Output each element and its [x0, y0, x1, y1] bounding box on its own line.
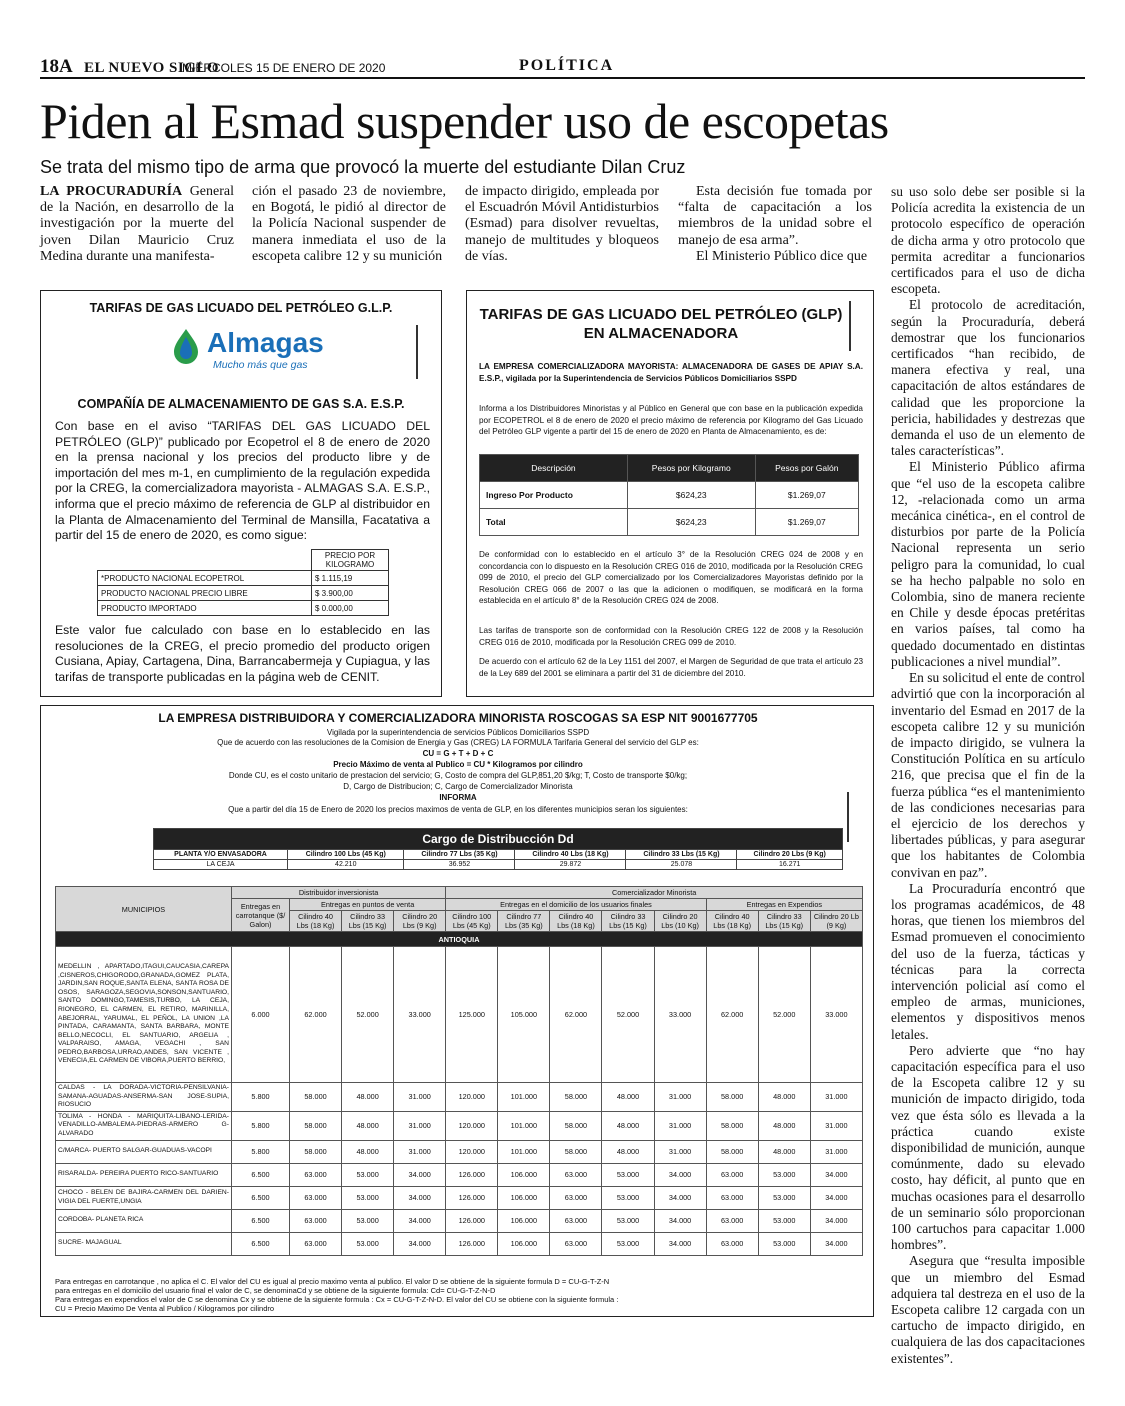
price-cell: 53.000	[602, 1232, 654, 1255]
table-cell: Total	[480, 509, 628, 536]
price-cell: 48.000	[342, 1140, 394, 1163]
price-cell: 31.000	[394, 1111, 446, 1140]
table-header: Cilindro 20 Lb (9 Kg)	[810, 911, 862, 932]
almagas-tagline: Mucho más que gas	[213, 359, 308, 371]
price-cell: 62.000	[706, 947, 758, 1083]
header-rule	[40, 77, 1085, 79]
article-paragraph: La Procuraduría encontró que los programas académicos, de 48 horas, que tienen los miembros del Esmad promueven el conocimiento del uso de la fuerza, tácticas y técnicas para la correcta intervención policial así como el empleo de armas, municiones, elementos y dispositivos menos letales.	[891, 880, 1085, 1042]
price-cell: 126.000	[446, 1163, 498, 1186]
price-cell: 5.800	[232, 1111, 290, 1140]
price-cell: 6.500	[232, 1232, 290, 1255]
table-header: Cilindro 20 Lbs (10 Kg)	[654, 911, 706, 932]
price-cell: 63.000	[550, 1163, 602, 1186]
article-column-5	[891, 184, 1085, 1367]
article-column-2	[252, 184, 446, 265]
table-header: Entregas en puntos de venta	[290, 899, 446, 911]
price-cell: 53.000	[602, 1209, 654, 1232]
price-cell: 31.000	[810, 1140, 862, 1163]
price-cell: 58.000	[290, 1083, 342, 1112]
table-row	[56, 1186, 863, 1209]
price-cell: 48.000	[758, 1140, 810, 1163]
price-cell: 6.500	[232, 1209, 290, 1232]
almagas-ad	[40, 290, 442, 697]
price-cell: 34.000	[810, 1232, 862, 1255]
apiay-ad	[466, 290, 874, 697]
table-header: Entregas en el domicilio de los usuarios finales	[446, 899, 706, 911]
almagas-body-paragraph: Con base en el aviso “TARIFAS DEL GAS LICUADO DEL PETRÓLEO (GLP)” publicado por Ecopetrol el 8 de enero de 2020 en la prensa nacional y los precios del producto libre y de importación del mes m-1, en cumplimiento de la regulación expedida por la CREG, la comercializadora mayorista - ALMAGAS S.A. E.S.P., informa que el precio máximo de referencia de GLP al distribuidor en la Planta de Almacenamiento del Terminal de Mansilla, Facatativa a partir del 15 de enero de 2020, es como sigue:	[55, 419, 430, 543]
almagas-note: Este valor fue calculado con base en lo establecido en las resoluciones de la CREG, el precio promedio del producto origen Cusiana, Apiay, Cartagena, Dina, Barrancabermeja y Cupiagua, y las tarifas de transporte publicadas en la página web de CENIT.	[55, 623, 430, 684]
price-cell: 126.000	[446, 1232, 498, 1255]
municipios-cell: CORDOBA- PLANETA RICA	[56, 1209, 232, 1232]
price-cell: 58.000	[290, 1111, 342, 1140]
roscogas-note: Para entregas en expendios el valor de C se denomina Cx y se obtiene de la siguiente formula : Cx = CU-G-T-Z-N-D. El valor del CU se obtiene con la siguiente formula :	[55, 1295, 619, 1304]
table-row	[56, 1209, 863, 1232]
municipios-price-table	[55, 886, 863, 1256]
table-cell: 25.078	[626, 860, 737, 870]
price-cell: 58.000	[706, 1083, 758, 1112]
table-cell: $624,23	[627, 509, 755, 536]
municipios-cell: SUCRE- MAJAGUAL	[56, 1232, 232, 1255]
table-header: PRECIO POR KILOGRAMO	[312, 550, 389, 571]
price-cell: 63.000	[290, 1163, 342, 1186]
price-cell: 31.000	[654, 1111, 706, 1140]
roscogas-line: Que a partir del día 15 de Enero de 2020 los precios maximos de venta de GLP, en los diferentes municipios seran los siguientes:	[228, 805, 688, 814]
region-label: ANTIOQUIA	[56, 932, 863, 947]
price-cell: 48.000	[602, 1083, 654, 1112]
table-row	[480, 482, 859, 509]
table-cell: PRODUCTO NACIONAL PRECIO LIBRE	[98, 586, 312, 601]
price-cell: 34.000	[394, 1163, 446, 1186]
price-cell: 52.000	[602, 947, 654, 1083]
table-header: Cilindro 40 Lbs (18 Kg)	[515, 850, 626, 860]
table-header: Cilindro 40 Lbs (18 Kg)	[550, 911, 602, 932]
apiay-intro: LA EMPRESA COMERCIALIZADORA MAYORISTA: ALMACENADORA DE GASES DE APIAY S.A. E.S.P., vigilada por la Superintendencia de Servicios Públicos Domiciliarios SSPD	[479, 362, 863, 383]
table-row	[98, 586, 389, 601]
price-cell: 53.000	[342, 1186, 394, 1209]
table-cell: LA CEJA	[154, 860, 288, 870]
price-cell: 34.000	[810, 1186, 862, 1209]
price-cell: 31.000	[810, 1083, 862, 1112]
price-cell: 106.000	[498, 1232, 550, 1255]
price-cell: 106.000	[498, 1209, 550, 1232]
apiay-paragraph: De acuerdo con el artículo 62 de la Ley 1151 del 2007, el Margen de Seguridad de que trata el artículo 23 de la Ley 689 del 2001 se eliminara a partir del 31 de diciembre del 2010.	[479, 657, 863, 678]
price-cell: 53.000	[758, 1209, 810, 1232]
municipios-cell: CALDAS - LA DORADA-VICTORIA-PENSILVANIA-SAMANA-AGUADAS-ANSERMA-SAN JOSE-SUPIA, RIOSUCIO	[56, 1083, 232, 1112]
table-header: Cilindro 33 Lbs (15 Kg)	[342, 911, 394, 932]
price-cell: 31.000	[394, 1140, 446, 1163]
roscogas-note: para entregas en el domicilio del usuario final el valor de C, se denominaCd y se obtiene de la siguiente formula: Cd= CU-G-T-Z-N-D	[55, 1286, 496, 1295]
price-cell: 58.000	[290, 1140, 342, 1163]
article-paragraph: su uso solo debe ser posible si la Policía acredita la existencia de un protocolo específico de operación de dicha arma y otro protocolo que permita acreditar a funcionarios certificados para el uso de dicha escopeta.	[891, 184, 1085, 297]
price-cell: 5.800	[232, 1140, 290, 1163]
headline: Piden al Esmad suspender uso de escopetas	[40, 93, 889, 149]
almagas-ad-title: TARIFAS DE GAS LICUADO DEL PETRÓLEO G.L.P.	[89, 301, 393, 315]
almagas-body-text	[55, 419, 430, 544]
table-header: Pesos por Galón	[755, 455, 858, 482]
article-paragraph: En su solicitud el ente de control advirtió que con la incorporación al inventario del Esmad en 2017 de la escopeta calibre 12 y su munición de impacto dirigido, se vulnera la Constitución Política en su artículo 216, que precisa que el fin de la fuerza pública “es el mantenimiento de las condiciones necesarias para el ejercicio de los derechos y libertades públicas, y para asegurar que los habitantes de Colombia convivan en paz”.	[891, 670, 1085, 880]
article-paragraph: Asegura que “resulta imposible que un miembro del Esmad adquiera tal destreza en el uso de la Escopeta calibre 12 cargada con un cartucho de impacto dirigido, en cualquiera de las dos capacitaciones existentes”.	[891, 1253, 1085, 1366]
price-cell: 33.000	[654, 947, 706, 1083]
price-cell: 63.000	[706, 1232, 758, 1255]
price-cell: 52.000	[342, 947, 394, 1083]
roscogas-line: Que de acuerdo con las resoluciones de la Comision de Energia y Gas (CREG) LA FORMULA Tarifaria General del servicio del GLP es:	[217, 738, 699, 747]
price-cell: 53.000	[758, 1163, 810, 1186]
table-header: Cilindro 20 Lbs (9 Kg)	[394, 911, 446, 932]
table-header: Cilindro 40 Lbs (18 Kg)	[290, 911, 342, 932]
table-header: Cilindro 77 Lbs (35 Kg)	[498, 911, 550, 932]
price-cell: 63.000	[706, 1163, 758, 1186]
price-cell: 58.000	[550, 1083, 602, 1112]
price-cell: 34.000	[810, 1163, 862, 1186]
price-cell: 33.000	[394, 947, 446, 1083]
table-header: Cilindro 33 Lbs (15 Kg)	[602, 911, 654, 932]
table-header: Cilindro 77 Lbs (35 Kg)	[404, 850, 515, 860]
table-cell: Ingreso Por Producto	[480, 482, 628, 509]
table-header: MUNICIPIOS	[56, 887, 232, 932]
almagas-company-name: COMPAÑÍA DE ALMACENAMIENTO DE GAS S.A. E.S.P.	[77, 397, 405, 411]
table-row	[56, 1163, 863, 1186]
price-cell: 34.000	[810, 1209, 862, 1232]
cargo-distribucion-table	[153, 828, 843, 870]
table-header: Descripción	[480, 455, 628, 482]
gas-drop-icon	[171, 327, 201, 365]
price-cell: 58.000	[550, 1140, 602, 1163]
article-paragraph: El Ministerio Público dice que	[696, 248, 868, 264]
price-cell: 101.000	[498, 1111, 550, 1140]
price-cell: 58.000	[550, 1111, 602, 1140]
almagas-logo	[171, 323, 324, 377]
table-header: PLANTA Y/O ENVASADORA	[154, 850, 288, 860]
table-row	[56, 1232, 863, 1255]
price-cell: 34.000	[394, 1232, 446, 1255]
table-banner: Cargo de Distribucción Dd	[154, 829, 843, 850]
price-cell: 63.000	[290, 1186, 342, 1209]
price-cell: 6.500	[232, 1186, 290, 1209]
price-cell: 48.000	[758, 1111, 810, 1140]
price-cell: 106.000	[498, 1163, 550, 1186]
article-column-1	[40, 184, 234, 265]
table-cell: $ 1.115,19	[312, 571, 389, 586]
price-cell: 53.000	[342, 1209, 394, 1232]
article-text: de impacto dirigido, empleada por el Escuadrón Móvil Antidisturbios (Esmad) para disolver revueltas, manejo de multitudes y bloqueos de vías.	[465, 184, 659, 264]
table-header: Cilindro 100 Lbs (45 Kg)	[288, 850, 404, 860]
table-cell: PRODUCTO IMPORTADO	[98, 601, 312, 616]
table-row	[56, 1083, 863, 1112]
price-cell: 31.000	[654, 1140, 706, 1163]
municipios-cell: RISARALDA- PEREIRA PUERTO RICO-SANTUARIO	[56, 1163, 232, 1186]
price-cell: 125.000	[446, 947, 498, 1083]
price-cell: 34.000	[654, 1209, 706, 1232]
section-name: POLÍTICA	[519, 57, 615, 74]
price-cell: 63.000	[550, 1186, 602, 1209]
sspd-seal-icon	[849, 301, 863, 351]
apiay-title-line: TARIFAS DE GAS LICUADO DEL PETRÓLEO (GLP)	[479, 306, 843, 323]
price-cell: 101.000	[498, 1140, 550, 1163]
roscogas-ad	[40, 705, 874, 1317]
article-paragraph: El Ministerio Público afirma que “el uso de la escopeta calibre 12, -relacionada como un arma mecánica cinética-, en el control de disturbios por parte de la Policía Nacional representa un serio peligro para la comunidad, lo cual se ha hecho palpable no solo en Colombia, sino de manera reciente en Chile y desde épocas pretéritas en varios países, tal como ha quedado documentado en distintas publicaciones a nivel mundial”.	[891, 459, 1085, 669]
table-cell: *PRODUCTO NACIONAL ECOPETROL	[98, 571, 312, 586]
price-cell: 62.000	[550, 947, 602, 1083]
apiay-info: Informa a los Distribuidores Minoristas y al Público en General que con base en la publicación expedida por ECOPETROL el 8 de enero de 2020 el precio máximo de referencia por Kilogramo del Gas Licuado del Petróleo GLP vigente a partir del 15 de enero de 2020 en Planta de Almacenamiento, es de:	[479, 404, 863, 437]
newspaper-name: EL NUEVO SIGLO	[84, 60, 220, 76]
price-cell: 53.000	[342, 1163, 394, 1186]
price-cell: 58.000	[706, 1140, 758, 1163]
table-cell: 42.210	[288, 860, 404, 870]
price-cell: 48.000	[342, 1111, 394, 1140]
supervigilancia-seal-icon	[416, 325, 430, 379]
price-cell: 31.000	[654, 1083, 706, 1112]
price-cell: 34.000	[394, 1209, 446, 1232]
table-cell: 16.271	[737, 860, 843, 870]
apiay-title-line: EN ALMACENADORA	[583, 325, 739, 342]
price-cell: 63.000	[550, 1209, 602, 1232]
price-cell: 120.000	[446, 1111, 498, 1140]
price-cell: 34.000	[394, 1186, 446, 1209]
table-header: Comercializador Minorista	[446, 887, 863, 899]
article-text: ción el pasado 23 de noviembre, en Bogotá, le pidió al director de la Policía Nacional suspender de manera inmediata el uso de la escopeta calibre 12 y su munición	[252, 184, 446, 264]
price-cell: 53.000	[602, 1186, 654, 1209]
table-cell: $1.269,07	[755, 482, 858, 509]
table-cell: $ 0.000,00	[312, 601, 389, 616]
article-column-3	[465, 184, 659, 265]
price-cell: 48.000	[342, 1083, 394, 1112]
price-cell: 106.000	[498, 1186, 550, 1209]
municipios-cell: CHOCO - BELEN DE BAJIRA-CARMEN DEL DARIEN-VIGIA DEL FUERTE,UNGIA	[56, 1186, 232, 1209]
municipios-cell: TOLIMA - HONDA - MARIQUITA-LIBANO-LERIDA-VENADILLO-AMBALEMA-PIEDRAS-ARMERO G-ALVARADO	[56, 1111, 232, 1140]
price-cell: 52.000	[758, 947, 810, 1083]
table-row	[56, 1111, 863, 1140]
table-cell: $1.269,07	[755, 509, 858, 536]
sspd-seal-icon	[847, 792, 861, 842]
price-cell: 34.000	[654, 1163, 706, 1186]
subheadline: Se trata del mismo tipo de arma que provocó la muerte del estudiante Dilan Cruz	[40, 157, 686, 177]
table-header: Entregas en carrotanque ($/ Galon)	[232, 899, 290, 932]
table-row	[56, 1140, 863, 1163]
almagas-brand: Almagas	[207, 327, 324, 358]
table-header: Entregas en Expendios	[706, 899, 862, 911]
table-cell: $ 3.900,00	[312, 586, 389, 601]
table-row	[98, 571, 389, 586]
table-header: Cilindro 40 Lbs (18 Kg)	[706, 911, 758, 932]
roscogas-line: Vigilada por la superintendencia de servicios Públicos Domiciliarios SSPD	[326, 728, 590, 737]
price-cell: 63.000	[706, 1186, 758, 1209]
table-header: Cilindro 33 Lbs (15 Kg)	[758, 911, 810, 932]
lead-caps: LA PROCURADURÍA	[40, 184, 183, 199]
region-row	[56, 932, 863, 947]
table-cell: 29.872	[515, 860, 626, 870]
table-row	[154, 860, 843, 870]
price-cell: 126.000	[446, 1209, 498, 1232]
apiay-paragraph: De conformidad con lo establecido en el artículo 3° de la Resolución CREG 024 de 2008 y en concordancia con lo dispuesto en la Resolución CREG 016 de 2010, modificada por la Resolución CREG 099 de 2010, el precio del GLP comercializado por los Comercializadores Mayoristas definido por la Resolución CREG 066 de 2007 o las que la adicionen o modifiquen, se modificará en la forma establecida en el artículo 8° de la Resolución CREG 024 de 2008.	[479, 550, 863, 606]
roscogas-line: INFORMA	[439, 793, 477, 802]
price-cell: 120.000	[446, 1083, 498, 1112]
roscogas-ad-title: LA EMPRESA DISTRIBUIDORA Y COMERCIALIZADORA MINORISTA ROSCOGAS SA ESP NIT 9001677705	[158, 711, 758, 725]
article-text: General de la Nación, en desarrollo de la investigación por la muerte del joven Dilan Mauricio Cruz Medina durante una manifesta-	[40, 184, 234, 264]
table-header: Pesos por Kilogramo	[627, 455, 755, 482]
price-cell: 105.000	[498, 947, 550, 1083]
almagas-price-table	[97, 549, 389, 616]
roscogas-note: CU = Precio Maximo De Venta al Publico / Kilogramos por cilindro	[55, 1304, 275, 1313]
price-cell: 126.000	[446, 1186, 498, 1209]
table-row	[480, 509, 859, 536]
price-cell: 53.000	[602, 1163, 654, 1186]
table-row	[98, 601, 389, 616]
table-row	[56, 947, 863, 1083]
table-header: Cilindro 20 Lbs (9 Kg)	[737, 850, 843, 860]
price-cell: 63.000	[706, 1209, 758, 1232]
roscogas-line: D, Cargo de Distribucion; C, Cargo de Comercializador Minorista	[343, 782, 573, 791]
table-cell: $624,23	[627, 482, 755, 509]
article-paragraph: Pero advierte que “no hay capacitación específica para el uso de la Escopeta calibre 12 y su munición de impacto dirigido, toda vez que ésta sólo es llevada a la práctica cuando existe disponibilidad de munición, aunque comúnmente, dado su elevado costo, hay déficit, al punto que en muchas ocasiones para el desarrollo de un seminario sólo proporcionan 100 cartuchos para capacitar 1.000 hombres”.	[891, 1042, 1085, 1253]
article-column-4	[678, 184, 872, 265]
price-cell: 31.000	[810, 1111, 862, 1140]
price-cell: 101.000	[498, 1083, 550, 1112]
article-paragraph: Esta decisión fue tomada por “falta de capacitación a los miembros de la unidad sobre el manejo de esa arma”.	[678, 184, 872, 248]
price-cell: 48.000	[602, 1111, 654, 1140]
price-cell: 6.000	[232, 947, 290, 1083]
price-cell: 48.000	[602, 1140, 654, 1163]
price-cell: 53.000	[342, 1232, 394, 1255]
apiay-ad-title	[467, 305, 855, 343]
roscogas-line: Precio Máximo de venta al Publico = CU * Kilogramos por cilindro	[333, 760, 583, 769]
issue-date: MIÉRCOLES 15 DE ENERO DE 2020	[182, 61, 386, 75]
price-cell: 63.000	[290, 1232, 342, 1255]
price-cell: 5.800	[232, 1083, 290, 1112]
municipios-cell: C/MARCA- PUERTO SALGAR-GUADUAS-VACOPI	[56, 1140, 232, 1163]
price-cell: 120.000	[446, 1140, 498, 1163]
price-cell: 58.000	[706, 1111, 758, 1140]
roscogas-line: Donde CU, es el costo unitario de prestacion del servicio; G, Costo de compra del GLP,851,20 $/kg; T, Costo de transporte $0/kg;	[228, 771, 688, 780]
apiay-price-table	[479, 454, 859, 536]
price-cell: 34.000	[654, 1186, 706, 1209]
price-cell: 62.000	[290, 947, 342, 1083]
price-cell: 34.000	[654, 1232, 706, 1255]
price-cell: 33.000	[810, 947, 862, 1083]
article-paragraph: El protocolo de acreditación, según la Procuraduría, deberá demostrar que los funcionarios certificados “han recibido, de manera efectiva y real, una capacitación de altos estándares de calidad que les proporcione la pericia, habilidades y destrezas que demanda el uso de un elemento de tales características”.	[891, 297, 1085, 459]
municipios-cell: MEDELLIN , APARTADO,ITAGUI,CAUCASIA,CAREPA ,CISNEROS,CHIGORODO,GRANADA,GOMEZ PLATA, JARDIN,SAN ROQUE,SANTA ELENA, SANTA ROSA DE OSOS, SARAGOZA,SEGOVIA,SONSON,SANTUARIO, SANTO DOMINGO,TAMESIS,TURBO, LA CEJA, RIONEGRO, EL CARMEN, EL RETIRO, MARINILLA, ABEJORRAL, YARUMAL, EL PEÑOL, LA UNION ,LA PINTADA, CARAMANTA, SANTA BARBARA, MONTE BELLO,NECOCLI, EL SANTUARIO, ARGELIA , VALPARAISO, AMAGA, VEGACHI , SAN PEDRO,BARBOSA,URRAO,ANDES, SAN VICENTE , VENECIA,EL CARMEN DE VIBORA,PUERTO BERRIO,	[56, 947, 232, 1083]
price-cell: 48.000	[758, 1083, 810, 1112]
table-header: Cilindro 100 Lbs (45 Kg)	[446, 911, 498, 932]
price-cell: 63.000	[290, 1209, 342, 1232]
table-header: Distribuidor inversionista	[232, 887, 446, 899]
roscogas-note: Para entregas en carrotanque , no aplica el C. El valor del CU es igual al precio maximo venta al publico. El valor D se obtiene de la siguiente formula D = CU-G-T-Z-N	[55, 1277, 610, 1286]
apiay-paragraph: Las tarifas de transporte son de conformidad con la Resolución CREG 122 de 2008 y la Resolución CREG 016 de 2010, modificada por la Resolución CREG 099 de 2010.	[479, 626, 863, 647]
price-cell: 6.500	[232, 1163, 290, 1186]
roscogas-formula: CU = G + T + D + C	[422, 749, 494, 758]
table-header: Cilindro 33 Lbs (15 Kg)	[626, 850, 737, 860]
price-cell: 31.000	[394, 1083, 446, 1112]
price-cell: 63.000	[550, 1232, 602, 1255]
page-folio: 18A	[40, 56, 73, 77]
table-cell: 36.952	[404, 860, 515, 870]
price-cell: 53.000	[758, 1232, 810, 1255]
price-cell: 53.000	[758, 1186, 810, 1209]
